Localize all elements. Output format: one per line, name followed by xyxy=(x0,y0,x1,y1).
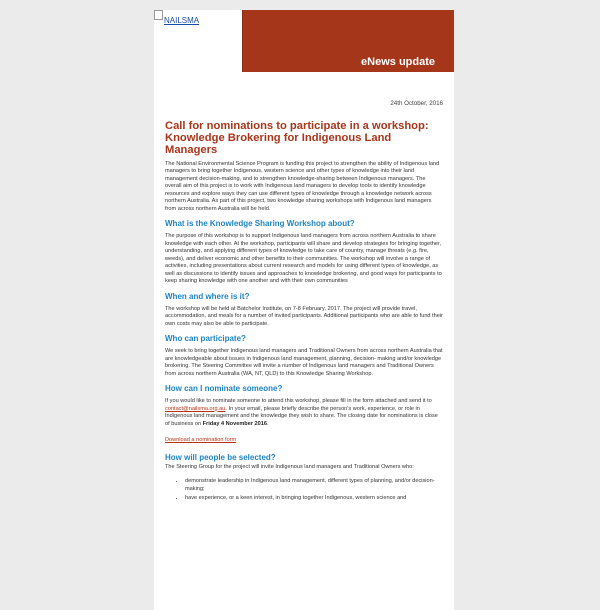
closing-date: Friday 4 November 2016 xyxy=(202,420,268,427)
section-heading-who: Who can participate? xyxy=(165,334,246,343)
contact-email-link[interactable]: contact@nailsma.org.au xyxy=(165,405,226,412)
nominate-text-pre: If you would like to nominate someone to attend this workshop, please fill in the form attached and send it to xyxy=(165,398,432,404)
section-heading-nominate: How can I nominate someone? xyxy=(165,384,283,393)
section-heading-selected: How will people be selected? xyxy=(165,452,276,462)
list-item: • have experience, or a keen interest, in bringing together Indigenous, western science and xyxy=(185,495,443,503)
download-paragraph xyxy=(165,437,443,445)
section-body-when: The workshop will be held at Batchelor Institute, on 7-8 February, 2017. The project will provide travel, accommodation, and meals for a number of invited participants. Additional participants who are able to fund their own costs may also be able to participate. xyxy=(165,305,443,327)
banner-title: eNews update xyxy=(361,56,435,68)
section-body-selected: The Steering Group for the project will invite Indigenous land managers and Traditional Owners who: xyxy=(165,463,414,470)
section-heading-when: When and where is it? xyxy=(165,291,250,301)
nominate-text-end: . xyxy=(267,420,269,427)
logo-alt-text[interactable]: NAILSMA xyxy=(164,16,200,25)
list-item: • demonstrate leadership in Indigenous land management, different types of planning, and/or decision-making; xyxy=(185,478,443,493)
article-content xyxy=(165,100,443,505)
section-body-about: The purpose of this workshop is to support Indigenous land managers from across northern Australia to share knowledge with each other. At the workshop, participants will share and develop strategies for bringing together, understanding, and applying different types of knowledge to take care of country, manage threats (e.g. fire, weeds), and deliver economic and other benefits to their communities. The workshop will involve a range of activities, including presentations about current research and models for using different types of knowledge, as well as discussions to identify issues and approaches to knowledge brokering, and good ways for participants to keep sharing knowledge with one another and with their own communities xyxy=(165,233,442,284)
nailsma-logo[interactable] xyxy=(154,10,242,72)
newsletter-card xyxy=(154,10,454,610)
article-date: 24th October, 2016 xyxy=(390,100,443,107)
section-body-who: We seek to bring together Indigenous land managers and Traditional Owners from across northern Australia that are knowledgeable about issues in Indigenous land management, planning, decision- making and/or knowledge brokering. The Steering Committee will invite a number of Indigenous land managers and Traditional Owners from across northern Australia (WA, NT, QLD) to this Knowledge Sharing Workshop. xyxy=(165,348,443,377)
header-banner xyxy=(242,10,454,72)
article-title: Call for nominations to participate in a workshop: Knowledge Brokering for Indigenous Land Managers xyxy=(165,119,429,156)
selection-criteria-list xyxy=(185,478,443,503)
section-heading-about: What is the Knowledge Sharing Workshop about? xyxy=(165,219,355,228)
intro-paragraph: The National Environmental Science Program is funding this project to strengthen the ability of Indigenous land managers to bring together Indigenous, western science and other types of knowledge into their land management decision-making, and to strengthen knowledge-sharing between Indigenous managers. The overall aim of this project is to work with Indigenous land managers to develop tools to identify knowledge resources and explore ways they can use different types of knowledge through a knowledge network across northern Australia. As part of this project, two knowledge sharing workshops with Indigenous land managers from across northern Australia will be held. xyxy=(165,160,440,212)
download-form-link[interactable]: Download a nomination form xyxy=(165,437,237,443)
nominate-text-mid: . In your email, please briefly describe the person's work, experience, or role in Indigenous land management and the knowledge they wish to share. The closing date for nominations is close of business on xyxy=(165,405,438,427)
section-body-nominate xyxy=(165,398,443,428)
broken-image-icon xyxy=(154,10,163,20)
